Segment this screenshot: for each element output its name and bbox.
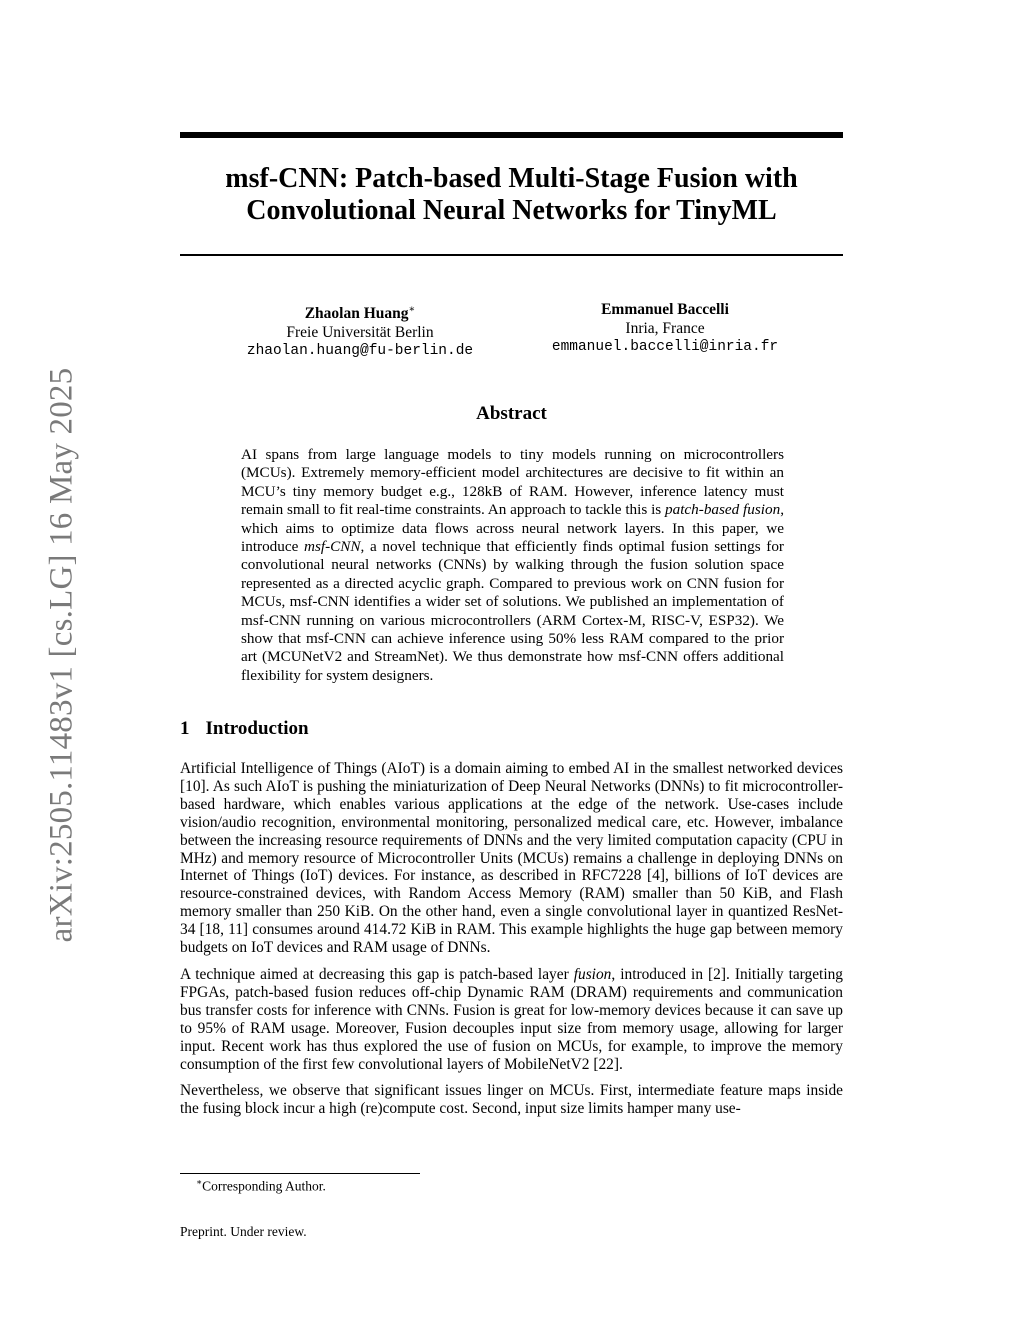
arxiv-stamp: arXiv:2505.11483v1 [cs.LG] 16 May 2025 xyxy=(43,367,80,943)
section-number: 1 xyxy=(180,718,190,739)
abstract-body: AI spans from large language models to tiny models running on microcontrollers (MCUs). Extremely memory-efficient model architectures are decisive to fit within an MCU’s tiny memory budget e.g., 128kB of RAM. However, inference latency must remain small to fit real-time constraints. An approach to tackle this is patch-based fusion, which aims to optimize data flows across neural network layers. In this paper, we introduce msf-CNN, a novel technique that efficiently finds optimal fusion settings for convolutional neural networks (CNNs) by walking through the fusion solution space represented as a directed acyclic graph. Compared to previous work on CNN fusion for MCUs, msf-CNN identifies a wider set of solutions. We published an implementation of msf-CNN running on various microcontrollers (ARM Cortex-M, RISC-V, ESP32). We show that msf-CNN can achieve inference using 50% less RAM compared to the prior art (MCUNetV2 and StreamNet). We thus demonstrate how msf-CNN offers additional flexibility for system designers. xyxy=(241,446,784,684)
author-affiliation: Freie Universität Berlin xyxy=(286,324,434,342)
title-line-1: msf-CNN: Patch-based Multi-Stage Fusion with xyxy=(225,163,798,194)
paper-title xyxy=(180,163,843,227)
abstract-heading: Abstract xyxy=(476,403,547,424)
section-title: Introduction xyxy=(205,718,309,739)
author-name: Zhaolan Huang∗ xyxy=(304,304,416,323)
corresponding-mark: ∗ xyxy=(408,304,416,315)
author-email[interactable]: emmanuel.baccelli@inria.fr xyxy=(551,339,779,355)
paragraph: A technique aimed at decreasing this gap is patch-based layer fusion, introduced in [2]. Initially targeting FPGAs, patch-based fusion reduces off-chip Dynamic RAM (DRAM) requirements and communication bus transfer costs for inference with CNNs. Fusion is great for low-memory devices because it can save up to 95% of RAM usage. Moreover, Fusion decouples input size from memory usage, allowing for larger input. Recent work has thus explored the use of fusion on MCUs, for example, to improve the memory consumption of the first few convolutional layers of MobileNetV2 [22]. xyxy=(180,965,843,1073)
section-heading-introduction xyxy=(180,718,309,740)
footnote: ∗Corresponding Author. xyxy=(196,1177,326,1194)
author-affiliation: Inria, France xyxy=(625,320,705,337)
author-name: Emmanuel Baccelli xyxy=(601,301,729,318)
footnote-rule xyxy=(180,1173,420,1174)
introduction-body xyxy=(180,760,843,1127)
title-top-rule xyxy=(180,132,843,138)
preprint-notice: Preprint. Under review. xyxy=(180,1224,307,1239)
author-block-1 xyxy=(190,300,530,361)
author-block-2 xyxy=(495,300,835,357)
title-line-2: Convolutional Neural Networks for TinyML xyxy=(246,195,777,226)
paragraph: Nevertheless, we observe that significant issues linger on MCUs. First, intermediate feature maps inside the fusing block incur a high (re)compute cost. Second, input size limits hamper many use- xyxy=(180,1082,843,1118)
title-bottom-rule xyxy=(180,254,843,256)
paragraph: Artificial Intelligence of Things (AIoT) is a domain aiming to embed AI in the smallest networked devices [10]. As such AIoT is pushing the miniaturization of Deep Neural Networks (DNNs) to fit microcontroller-based hardware, which enables various applications at the edge of the network. Use-cases include vision/audio recognition, environmental monitoring, personalized medical care, etc. However, imbalance between the increasing resource requirements of DNNs and the very limited computation capacity (CPU in MHz) and memory resource of Microcontroller Units (MCUs) remains a challenge in deploying DNNs on Internet of Things (IoT) devices. For instance, as described in RFC7228 [4], billions of IoT devices are resource-constrained devices, with Random Access Memory (RAM) smaller than 50 KiB, and Flash memory smaller than 250 KiB. On the other hand, even a single convolutional layer in quantized ResNet-34 [18, 11] consumes around 414.72 KiB in RAM. This example highlights the huge gap between memory budgets on IoT devices and RAM usage of DNNs. xyxy=(180,760,843,957)
author-email[interactable]: zhaolan.huang@fu-berlin.de xyxy=(246,343,474,360)
